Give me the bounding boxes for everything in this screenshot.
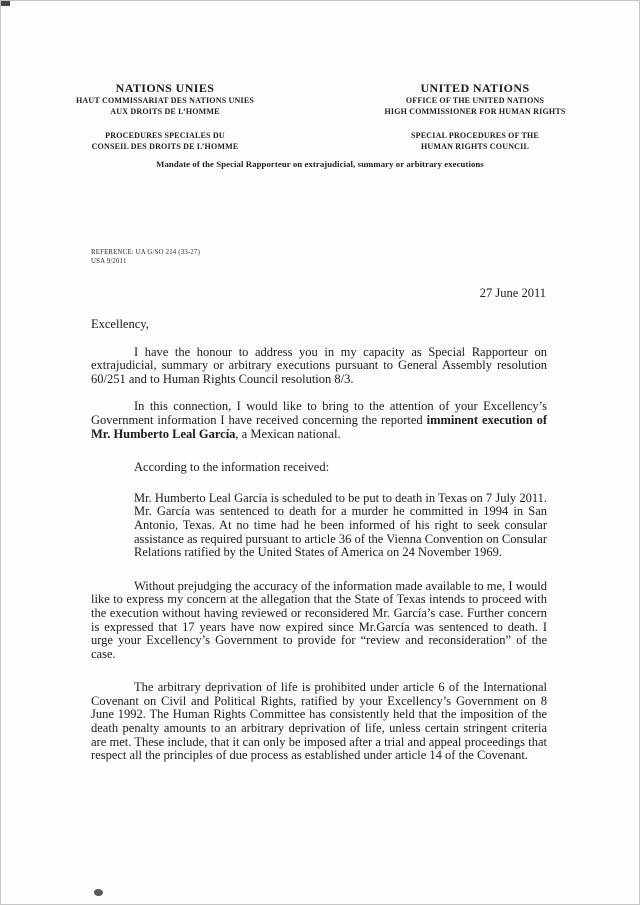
- scan-artifact-top-left: [1, 1, 10, 6]
- paragraph-2: [91, 400, 547, 441]
- letterhead-french: [56, 81, 274, 152]
- paragraph-3: According to the information received:: [134, 460, 330, 475]
- letterhead: [1, 1, 639, 152]
- scan-artifact-bottom-left: [94, 889, 103, 896]
- letter-date: 27 June 2011: [479, 286, 546, 300]
- procedures-english-line-2: HUMAN RIGHTS COUNCIL: [420, 142, 529, 151]
- office-french-line-2: AUX DROITS DE L’HOMME: [110, 107, 220, 116]
- reference-block: [91, 249, 639, 266]
- indented-quote: Mr. Humberto Leal García is scheduled to be put to death in Texas on 7 July 2011. Mr. García was sentenced to death for a murder he committed in 1994 in San Antonio, Texas. At no time had he been informed of his right to seek consular assistance as required pursuant to article 36 of the Vienna Convention on Consular Relations ratified by the United States of America on 24 November 1969.: [134, 490, 547, 560]
- letter-body: [91, 318, 547, 763]
- procedures-english-line-1: SPECIAL PROCEDURES OF THE: [411, 131, 539, 140]
- bold-emphasis-imminent-execution: imminent execution of Mr. Humberto Leal García: [91, 412, 548, 441]
- paragraph-2-post: , a Mexican national.: [235, 426, 341, 441]
- letterhead-english: [366, 81, 584, 152]
- reference-line-2: USA 9/2011: [91, 257, 127, 265]
- salutation: Excellency,: [91, 317, 149, 331]
- office-french-line-1: HAUT COMMISSARIAT DES NATIONS UNIES: [76, 96, 254, 105]
- paragraph-5: The arbitrary deprivation of life is prohibited under article 6 of the International Covenant on Civil and Political Rights, ratified by your Excellency’s Government on 8 June 1992. The Human Rights Committee has consistently held that the imposition of the death penalty amounts to an arbitrary deprivation of life, unless certain stringent criteria are met. These include, that it can only be imposed after a trial and appeal proceedings that respect all the principles of due process as established under article 14 of the Covenant.: [91, 680, 547, 763]
- mandate-line: Mandate of the Special Rapporteur on extrajudicial, summary or arbitrary executions: [156, 159, 484, 169]
- reference-line-1: REFERENCE: UA G/SO 214 (33-27): [91, 249, 201, 256]
- org-name-french: NATIONS UNIES: [115, 81, 215, 95]
- paragraph-1: I have the honour to address you in my capacity as Special Rapporteur on extrajudicial, summary or arbitrary executions pursuant to General Assembly resolution 60/251 and to Human Rights Council resolution 8/3.: [91, 344, 547, 386]
- office-english-line-1: OFFICE OF THE UNITED NATIONS: [405, 96, 545, 105]
- procedures-french-line-2: CONSEIL DES DROITS DE L’HOMME: [91, 142, 239, 151]
- org-name-english: UNITED NATIONS: [420, 81, 530, 95]
- paragraph-2-pre: In this connection, I would like to bring to the attention of your Excellency’s Government information I have received concerning the reported: [91, 399, 547, 427]
- paragraph-4: Without prejudging the accuracy of the information made available to me, I would like to express my concern at the allegation that the State of Texas intends to proceed with the execution without having reviewed or reconsidered Mr. García’s case. Further concern is expressed that 17 years have now expired since Mr.García was sentenced to death. I urge your Excellency’s Government to provide for “review and reconsideration” of the case.: [91, 578, 547, 661]
- office-english-line-2: HIGH COMMISSIONER FOR HUMAN RIGHTS: [384, 107, 566, 116]
- procedures-french-line-1: PROCEDURES SPECIALES DU: [105, 131, 225, 140]
